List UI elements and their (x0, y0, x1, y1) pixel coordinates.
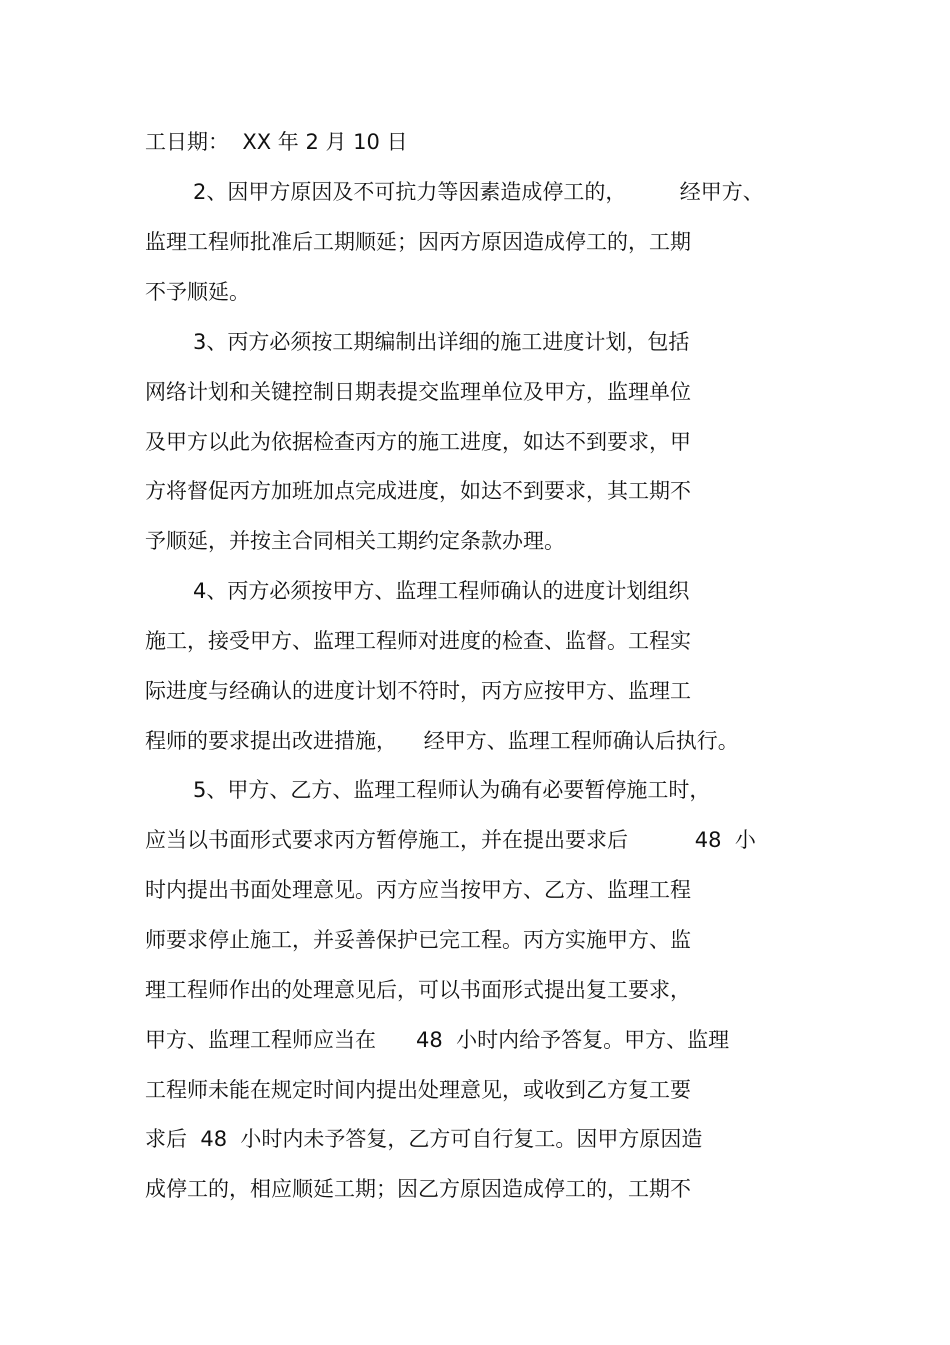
text-line: 网络计划和关键控制日期表提交监理单位及甲方，监理单位 (145, 380, 691, 404)
text-line-clause-2: 2、因甲方原因及不可抗力等因素造成停工的， 经甲方、 (193, 180, 764, 204)
text-line: 际进度与经确认的进度计划不符时，丙方应按甲方、监理工 (145, 679, 691, 703)
text-line-clause-3: 3、丙方必须按工期编制出详细的施工进度计划，包括 (193, 330, 690, 354)
text-line: 予顺延，并按主合同相关工期约定条款办理。 (145, 529, 565, 553)
text-line-date: 工日期： XX 年 2 月 10 日 (145, 130, 408, 154)
text-line: 甲方、监理工程师应当在 48 小时内给予答复。甲方、监理 (145, 1028, 730, 1052)
text-line: 应当以书面形式要求丙方暂停施工，并在提出要求后 48 小 (145, 828, 756, 852)
text-line: 及甲方以此为依据检查丙方的施工进度，如达不到要求，甲 (145, 430, 691, 454)
text-line: 施工，接受甲方、监理工程师对进度的检查、监督。工程实 (145, 629, 691, 653)
text-line: 求后 48 小时内未予答复，乙方可自行复工。因甲方原因造 (145, 1127, 703, 1151)
text-line: 方将督促丙方加班加点完成进度，如达不到要求，其工期不 (145, 479, 691, 503)
text-line: 师要求停止施工，并妥善保护已完工程。丙方实施甲方、监 (145, 928, 691, 952)
text-line: 不予顺延。 (145, 280, 250, 304)
text-line-clause-4: 4、丙方必须按甲方、监理工程师确认的进度计划组织 (193, 579, 690, 603)
text-line: 工程师未能在规定时间内提出处理意见，或收到乙方复工要 (145, 1078, 691, 1102)
text-line: 监理工程师批准后工期顺延；因丙方原因造成停工的，工期 (145, 230, 691, 254)
text-line-clause-5: 5、甲方、乙方、监理工程师认为确有必要暂停施工时， (193, 778, 711, 802)
text-line: 时内提出书面处理意见。丙方应当按甲方、乙方、监理工程 (145, 878, 691, 902)
text-line: 程师的要求提出改进措施， 经甲方、监理工程师确认后执行。 (145, 729, 739, 753)
text-line: 成停工的，相应顺延工期；因乙方原因造成停工的，工期不 (145, 1177, 691, 1201)
text-line: 理工程师作出的处理意见后，可以书面形式提出复工要求， (145, 978, 691, 1002)
